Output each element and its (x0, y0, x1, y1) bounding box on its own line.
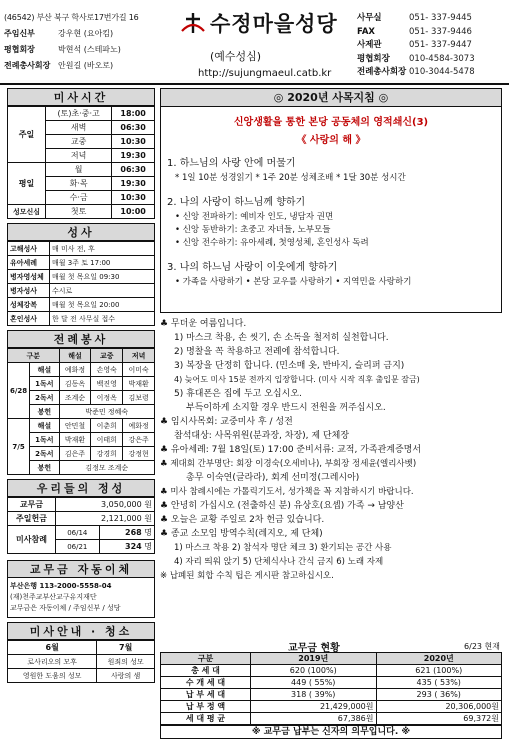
autotransfer-box (7, 578, 155, 618)
mass-time: 19:30 (112, 177, 155, 191)
mass-group: 평일 (8, 163, 46, 205)
dues-cell: 67,386원 (251, 713, 377, 725)
liturgy-cell: 박재환 (123, 377, 155, 391)
liturgy-cell: 손영숙 (91, 363, 123, 377)
policy-section-head: 3. 나의 하느님 사랑이 이웃에게 향하기 (167, 262, 338, 273)
council-name: 박현석 (스테파노) (58, 45, 121, 54)
policy-item: • 가족을 사랑하기 • 본당 교우를 사랑하기 • 지역민을 사랑하기 (175, 277, 412, 287)
liturgy-role: 1독서 (30, 377, 59, 391)
offering-name: 주일헌금 (8, 512, 56, 526)
notice-line: ♣ 종교 소모임 방역수칙(레지오, 제 단체) (160, 529, 323, 539)
church-address: (46542) 부산 북구 학사로17번가길 16 (4, 13, 139, 22)
offering-value: 3,050,000 원 (56, 498, 155, 512)
dues-header: 2019년 (251, 653, 377, 665)
dues-footnote: ※ 교무금 납부는 신자의 의무입니다. ※ (160, 725, 502, 739)
sacrament-name: 고해성사 (8, 242, 50, 256)
notice-line: 총무 이숙연(글라라), 회계 선미정(그레시아) (186, 473, 360, 483)
mass-time: 10:30 (112, 135, 155, 149)
attend-count: 268 (125, 528, 142, 537)
sacrament-value: 매 미사 전, 후 (50, 242, 155, 256)
sacrament-name: 병자영성체 (8, 270, 50, 284)
policy-section-head: 1. 하느님의 사랑 안에 머물기 (167, 158, 296, 169)
sacrament-value: 수시로 (50, 284, 155, 298)
notice-line: 3) 복장을 단정히 합니다. (민소매 옷, 반바지, 슬리퍼 금지) (174, 361, 405, 371)
notice-line: ♣ 안녕히 가십시오 (전출하신 분) 유상호(요셉) 가족 → 남양산 (160, 501, 404, 511)
liturgy-cell: 예화정 (59, 363, 91, 377)
liturgy-role: 2독서 (30, 447, 59, 461)
contact-value: 051- 337-9445 (409, 13, 472, 23)
mass-attend-label: 미사참례 (8, 526, 56, 554)
liturgy-title: 전례봉사 (7, 330, 155, 348)
mass-name: 교중 (46, 135, 112, 149)
notice-line: 참석대상: 사목위원(분과장, 차장), 제 단체장 (174, 431, 350, 441)
contact-value: 010-3044-5478 (409, 67, 475, 77)
dues-label: 세 대 평 균 (161, 713, 251, 725)
liturgy-role: 봉헌 (30, 405, 59, 419)
contact-label: 사제관 (357, 40, 382, 50)
contact-value: 051- 337-9446 (409, 26, 472, 37)
pastoral-policy-box (160, 88, 502, 313)
mass-times-title: 미사시간 (7, 88, 155, 106)
council-label: 평협회장 (4, 45, 35, 54)
guide-cell: 원죄의 성모 (97, 655, 155, 669)
sacrament-name: 혼인성사 (8, 312, 50, 326)
pastor-name: 강우현 (요아킴) (58, 29, 114, 38)
notice-line: ♣ 유아세례: 7월 18일(토) 17:00 준비서류: 교적, 가족관계증명서 (160, 445, 422, 455)
policy-section-head: 2. 나의 사랑이 하느님께 향하기 (167, 197, 306, 208)
guide-table (7, 640, 155, 683)
contact-value: 051- 337-9447 (409, 40, 472, 50)
finance-label: 전례총사회장 (4, 61, 51, 70)
liturgy-cell: 안민철 (59, 419, 91, 433)
church-url[interactable]: http://sujungmaeul.catb.kr (198, 68, 332, 79)
attend-date: 06/14 (56, 526, 100, 540)
mass-group: 주일 (8, 107, 46, 163)
bulletin-header (4, 2, 505, 80)
dues-header: 2020년 (376, 653, 502, 665)
attend-unit: 명 (144, 542, 152, 551)
dues-title: 교무금 현황 (288, 643, 340, 654)
liturgy-table (7, 348, 155, 475)
liturgy-cell: 백진영 (91, 377, 123, 391)
guide-header: 6월 (8, 641, 97, 655)
mass-time: 19:30 (112, 149, 155, 163)
notice-line: ♣ 오늘은 교황 주일로 2차 헌금 있습니다. (160, 515, 325, 525)
liturgy-cell: 이춘희 (91, 419, 123, 433)
offering-value: 2,121,000 원 (56, 512, 155, 526)
church-subtitle: (예수성심) (210, 50, 262, 63)
contact-label: FAX (357, 26, 375, 37)
dues-label: 납 부 정 액 (161, 701, 251, 713)
dues-table (160, 652, 502, 725)
contact-label: 전례총사회장 (357, 67, 407, 77)
sacrament-value: 매월 첫 목요일 20:00 (50, 298, 155, 312)
header-contacts (357, 12, 505, 80)
liturgy-cell: 김정모 조계순 (59, 461, 154, 475)
liturgy-cell: 박재환 (59, 433, 91, 447)
dues-cell: 20,306,000원 (376, 701, 502, 713)
liturgy-cell: 강경희 (91, 447, 123, 461)
dues-label: 수 개 세 대 (161, 677, 251, 689)
mass-group: 성모신심 (8, 205, 46, 219)
mass-name: 새벽 (46, 121, 112, 135)
notice-line: ♣ 제대회 간부명단: 회장 이경숙(오세비나), 부회장 정세윤(엘리사벳) (160, 459, 417, 469)
liturgy-header: 구분 (8, 349, 60, 363)
guide-header: 7월 (97, 641, 155, 655)
guide-cell: 로사리오의 모후 (8, 655, 97, 669)
guide-title: 미사안내 · 청소 (7, 622, 155, 640)
mass-time: 06:30 (112, 163, 155, 177)
liturgy-role: 해설 (30, 419, 59, 433)
dues-status (160, 638, 502, 739)
autotransfer-line: (재)천주교부산교구유지재단 (10, 593, 97, 601)
attend-date: 06/21 (56, 540, 100, 554)
autotransfer-title: 교무금 자동이체 (7, 560, 155, 578)
finance-name: 안원길 (바오로) (58, 61, 114, 70)
sacrament-name: 성체강복 (8, 298, 50, 312)
policy-item: * 1일 10분 성경읽기 * 1주 20분 성체조배 * 1달 30분 성시간 (175, 173, 406, 183)
policy-theme: 신앙생활을 통한 본당 공동체의 영적쇄신(3) (233, 117, 429, 128)
dues-cell: 435 ( 53%) (376, 677, 502, 689)
notice-line: 2) 명찰을 꼭 착용하고 전례에 참석합니다. (174, 347, 340, 357)
notice-line: ♣ 임시사목회: 교중미사 후 / 성전 (160, 417, 293, 427)
notice-line: 5) 휴대폰은 집에 두고 오십시오. (174, 389, 302, 399)
church-mark-icon (180, 11, 206, 35)
liturgy-header: 교중 (91, 349, 123, 363)
dues-cell: 621 (100%) (376, 665, 502, 677)
liturgy-cell: 이정옥 (91, 391, 123, 405)
guide-cell: 사랑의 샘 (97, 669, 155, 683)
notice-line: 1) 마스크 착용 2) 참석자 명단 체크 3) 환기되는 공간 사용 (174, 543, 392, 553)
liturgy-cell: 강은주 (123, 433, 155, 447)
mass-time: 06:30 (112, 121, 155, 135)
dues-cell: 21,429,000원 (251, 701, 377, 713)
contact-label: 평협회장 (357, 53, 390, 64)
header-info-left (4, 10, 194, 74)
sacraments-table (7, 241, 155, 326)
left-column (7, 88, 155, 683)
notice-line: ♣ 무더운 여름입니다. (160, 319, 247, 329)
mass-name: 첫토 (46, 205, 112, 219)
notice-line: 1) 마스크 착용, 손 씻기, 손 소독을 철저히 실천합니다. (174, 333, 389, 343)
pastor-label: 주임신부 (4, 29, 35, 38)
offering-table (7, 497, 155, 554)
notice-line: 4) 자리 띄워 앉기 5) 단체식사나 간식 금지 6) 노래 자제 (174, 557, 384, 567)
offering-title: 우리들의 정성 (7, 479, 155, 497)
mass-time: 10:30 (112, 191, 155, 205)
sacrament-value: 한 달 전 사무실 접수 (50, 312, 155, 326)
mass-name: 저녁 (46, 149, 112, 163)
header-divider (0, 83, 509, 85)
church-logo (180, 6, 352, 46)
offering-name: 교무금 (8, 498, 56, 512)
policy-item: • 신앙 전파하기: 예비자 인도, 냉담자 권면 (175, 212, 334, 222)
liturgy-role: 1독서 (30, 433, 59, 447)
liturgy-role: 2독서 (30, 391, 59, 405)
mass-times-table (7, 106, 155, 219)
dues-header: 구분 (161, 653, 251, 665)
liturgy-cell: 박준민 정혜숙 (59, 405, 154, 419)
dues-label: 총 세 대 (161, 665, 251, 677)
liturgy-role: 해설 (30, 363, 59, 377)
liturgy-cell: 조계순 (59, 391, 91, 405)
mass-name: (토)초·중·고 (46, 107, 112, 121)
dues-cell: 318 ( 39%) (251, 689, 377, 701)
dues-cell: 293 ( 36%) (376, 689, 502, 701)
liturgy-cell: 이미숙 (123, 363, 155, 377)
notice-line: 부득이하게 소지할 경우 반드시 전원을 꺼주십시오. (186, 403, 386, 413)
liturgy-cell: 예화정 (123, 419, 155, 433)
policy-year: 《 사랑의 해 》 (296, 135, 366, 146)
notice-line: ※ 납폐된 회합 수칙 팁은 게시판 참고하십시오. (160, 571, 334, 581)
liturgy-date: 7/5 (8, 419, 30, 475)
notice-line: 4) 늦어도 미사 15분 전까지 입장합니다. (미사 시작 직후 출입문 잠금) (174, 375, 420, 384)
sacrament-name: 유아세례 (8, 256, 50, 270)
liturgy-date: 6/28 (8, 363, 30, 419)
policy-item: • 신앙 전수하기: 유아세례, 첫영성체, 혼인성사 독려 (175, 238, 369, 248)
liturgy-header: 저녁 (123, 349, 155, 363)
dues-cell: 620 (100%) (251, 665, 377, 677)
liturgy-header: 해설 (59, 349, 91, 363)
right-column (160, 88, 502, 583)
sacrament-value: 매월 3주 토 17:00 (50, 256, 155, 270)
autotransfer-line: 교무금은 자동이체 / 주임신부 / 성당 (10, 604, 121, 612)
notice-line: ♣ 미사 참례시에는 가톨릭기도서, 성가책을 꼭 지참하시기 바랍니다. (160, 487, 414, 497)
mass-name: 화·목 (46, 177, 112, 191)
policy-title: ◎ 2020년 사목지침 ◎ (161, 89, 501, 107)
liturgy-cell: 김은주 (59, 447, 91, 461)
notices (160, 317, 502, 583)
mass-time: 10:00 (112, 205, 155, 219)
dues-date: 6/23 현재 (464, 642, 500, 651)
autotransfer-line: 부산은행 113-2000-5558-04 (10, 582, 112, 590)
guide-cell: 영원한 도움의 성모 (8, 669, 97, 683)
liturgy-cell: 김보령 (123, 391, 155, 405)
liturgy-cell: 김동옥 (59, 377, 91, 391)
attend-count: 324 (125, 542, 142, 551)
dues-cell: 449 ( 55%) (251, 677, 377, 689)
dues-label: 납 부 세 대 (161, 689, 251, 701)
sacraments-title: 성사 (7, 223, 155, 241)
attend-unit: 명 (144, 528, 152, 537)
mass-name: 수·금 (46, 191, 112, 205)
church-title: 수정마을성당 (210, 12, 338, 36)
liturgy-cell: 이태희 (91, 433, 123, 447)
contact-label: 사무실 (357, 13, 382, 23)
sacrament-name: 병자성사 (8, 284, 50, 298)
liturgy-role: 봉헌 (30, 461, 59, 475)
mass-name: 월 (46, 163, 112, 177)
policy-item: • 신앙 동반하기: 초중고 자녀들, 노부모들 (175, 225, 331, 235)
liturgy-cell: 강정현 (123, 447, 155, 461)
dues-cell: 69,372원 (376, 713, 502, 725)
mass-time: 18:00 (112, 107, 155, 121)
sacrament-value: 매월 첫 목요일 09:30 (50, 270, 155, 284)
contact-value: 010-4584-3073 (409, 53, 475, 64)
